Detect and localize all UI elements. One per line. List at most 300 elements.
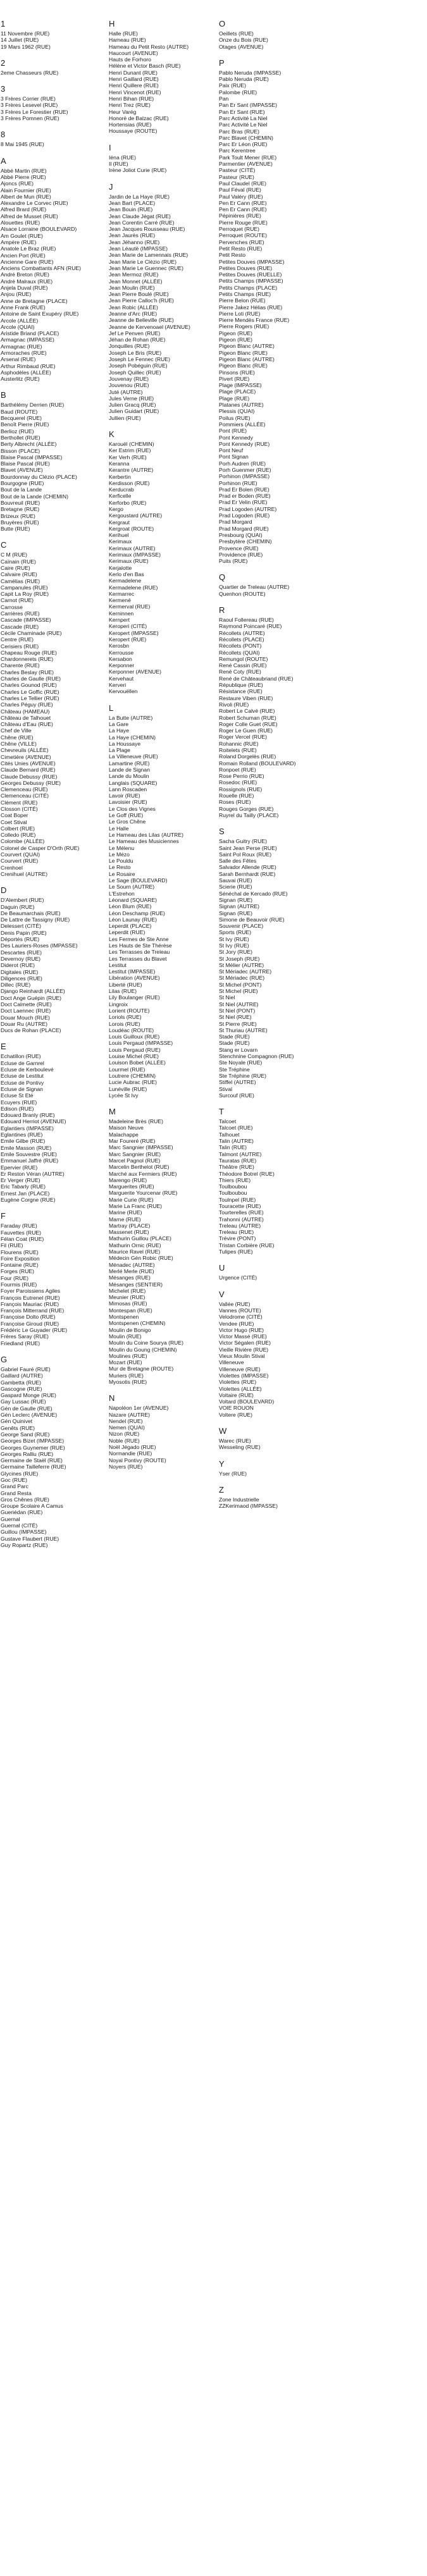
- street-name: Doct Calmette (RUE): [1, 1001, 52, 1008]
- street-name: Ducs de Rohan (PLACE): [1, 1027, 61, 1034]
- street-name: Keroperi (CITÉ): [109, 623, 147, 630]
- letter-heading: G: [1, 1354, 8, 1364]
- letter-heading: 1: [1, 19, 6, 28]
- street-name: Caïnain (RUE): [1, 558, 36, 565]
- street-name: Pierre Loti (RUE): [219, 310, 261, 317]
- street-name: Jonquilles (RUE): [109, 343, 150, 350]
- street-name: Crenhoel: [1, 864, 23, 871]
- street-name: 14 Juillet (RUE): [1, 37, 39, 44]
- street-name: Napoléon 1er (AVENUE): [109, 1405, 169, 1412]
- street-name: Jouvenou (RUE): [109, 382, 149, 389]
- street-name: Hortensias (RUE): [109, 121, 152, 128]
- street-name: Edouard Branly (RUE): [1, 1112, 55, 1119]
- street-name: 8 Mai 1945 (RUE): [1, 141, 44, 148]
- street-name: Quartier de Treleau (AUTRE): [219, 584, 290, 591]
- street-name: Delessert (CITÉ): [1, 923, 41, 930]
- street-name: Joseph Le Fennec (RUE): [109, 356, 170, 363]
- street-name: Carrières (RUE): [1, 610, 40, 617]
- street-name: Roger Vercel (RUE): [219, 734, 267, 741]
- street-name: Pierre Belon (RUE): [219, 297, 266, 304]
- street-name: Kerdisson (RUE): [109, 479, 150, 486]
- street-name: Kermadelene (RUE): [109, 584, 158, 591]
- street-name: Gaspard Monge (RUE): [1, 1392, 56, 1399]
- street-name: Georges Debussy (RUE): [1, 779, 61, 786]
- street-name: Jean Marie de Lamennais (RUE): [109, 252, 189, 259]
- street-name: Anatole Le Braz (RUE): [1, 245, 56, 252]
- street-name: St Mélier (AUTRE): [219, 961, 264, 968]
- street-name: Marcel Pagnol (RUE): [109, 1157, 161, 1164]
- street-name: Jéhan de Rohan (RUE): [109, 336, 166, 343]
- street-name: Emile Masson (RUE): [1, 1144, 52, 1151]
- street-name: Gueriédan (RUE): [1, 1509, 43, 1516]
- street-name: Anciens Combattants AFN (RUE): [1, 265, 82, 272]
- street-name: Lorois (RUE): [109, 1020, 140, 1027]
- street-name: 19 Mars 1962 (RUE): [1, 43, 51, 50]
- street-name: Foyer Paroissiens Agiles: [1, 1288, 61, 1295]
- street-name: Colonel de Casper D'Orth (RUE): [1, 844, 80, 851]
- street-name: Parc Bras (RUE): [219, 128, 259, 135]
- street-name: Le Hameau des Lilas (AUTRE): [109, 831, 183, 838]
- street-name: Le Resto: [109, 864, 131, 871]
- street-name: Rohannic (RUE): [219, 740, 259, 747]
- street-name: Voltere (RUE): [219, 1411, 253, 1418]
- street-name: Kerimaux (RUE): [109, 558, 149, 565]
- letter-heading: S: [219, 827, 225, 837]
- letter-section: [219, 1107, 352, 1255]
- street-name: Kerimaux: [109, 538, 132, 545]
- street-name: Léonard (SQUARE): [109, 896, 157, 903]
- street-name: Urgence (CITÉ): [219, 1274, 257, 1281]
- street-name: Charles Le Tellier (RUE): [1, 694, 59, 701]
- street-name: Lucie Aubrac (RUE): [109, 1079, 157, 1086]
- street-name: Kerlo d'en Bas: [109, 570, 144, 577]
- letter-heading: 3: [1, 84, 6, 94]
- street-name: Il (RUE): [109, 161, 128, 168]
- street-name: Loudéac (ROUTE): [109, 1026, 154, 1033]
- street-name: Sports (RUE): [219, 929, 252, 936]
- street-name: Kerforbo (RUE): [109, 499, 147, 506]
- street-name: Talmont (AUTRE): [219, 1150, 262, 1157]
- street-name: Stade (RUE): [219, 1033, 250, 1040]
- street-name: Kervouëllen: [109, 688, 138, 695]
- street-name: Claude Bernard (RUE): [1, 767, 56, 773]
- street-name: St Thuriau (AUTRE): [219, 1026, 268, 1033]
- street-name: Talhouet: [219, 1131, 240, 1138]
- street-name: Gén Quinivet: [1, 1418, 33, 1425]
- letter-section: [219, 58, 352, 565]
- street-name: Voltaire (RUE): [219, 1391, 254, 1398]
- street-name: Villeneuve: [219, 1359, 244, 1366]
- street-name: Oeillets (RUE): [219, 30, 254, 37]
- street-name: Moulin de Bonigo: [109, 1326, 151, 1333]
- street-name: St Ivy (RUE): [219, 942, 249, 949]
- street-name: 3 Frères Pomnen (RUE): [1, 115, 59, 122]
- street-name: Touracette (RUE): [219, 1202, 261, 1209]
- street-name: Charles Gounod (RUE): [1, 682, 57, 689]
- street-name: Otages (AVENUE): [219, 43, 264, 50]
- street-name: Pervenches (RUE): [219, 238, 264, 245]
- street-name: Chef de Ville: [1, 727, 32, 734]
- street-name: Mathurin Ornic (RUE): [109, 1242, 161, 1248]
- street-name: Gén Leclerc (AVENUE): [1, 1412, 58, 1419]
- street-name: Prad Logoden (AUTRE): [219, 505, 277, 512]
- street-name: Capit La Roy (RUE): [1, 591, 49, 598]
- street-name: Pigeon Blanc (RUE): [219, 362, 268, 369]
- street-name: Simone de Beauvoir (RUE): [219, 916, 285, 923]
- street-name: Pont (RUE): [219, 428, 247, 434]
- street-name: Le Sage (BOULEVARD): [109, 877, 168, 884]
- street-name: 3 Frères Lesevel (RUE): [1, 102, 58, 109]
- street-name: La Gare: [109, 720, 129, 727]
- street-name: André Breton (RUE): [1, 271, 49, 278]
- street-name: Perroquet (RUE): [219, 226, 259, 233]
- street-name: Chapeau Rouge (RUE): [1, 649, 57, 656]
- street-name: Blaise Pascal (RUE): [1, 460, 50, 467]
- street-name: Petites Douves (RUE): [219, 264, 273, 271]
- street-name: Pablo Neruda (IMPASSE): [219, 69, 282, 76]
- street-name: Barthélémy Derrien (RUE): [1, 402, 65, 409]
- street-name: St Michel (PONT): [219, 981, 262, 988]
- street-name: Lily Boulanger (RUE): [109, 994, 160, 1001]
- street-name: Pont Signan: [219, 453, 249, 460]
- street-name: Violettes (IMPASSE): [219, 1372, 269, 1379]
- street-name: Plage (PLACE): [219, 388, 256, 395]
- street-name: Sarah Bernhardt (RUE): [219, 870, 276, 877]
- street-name: St Niel (RUE): [219, 1014, 252, 1021]
- street-name: Marine (RUE): [109, 1209, 142, 1216]
- street-name: Charles Le Goffic (RUE): [1, 688, 59, 695]
- street-name: Le Halle: [109, 825, 129, 832]
- street-name: Kergoustard (AUTRE): [109, 512, 163, 519]
- street-name: Langlais (SQUARE): [109, 779, 158, 786]
- street-name: Alfred Brard (RUE): [1, 206, 47, 213]
- street-name: Gaillard (AUTRE): [1, 1372, 43, 1379]
- street-name: Victor Hugo (RUE): [219, 1326, 264, 1333]
- street-name: Médecin Gén Robic (RUE): [109, 1255, 173, 1262]
- street-name: Gabriel Fauré (RUE): [1, 1365, 51, 1372]
- street-name: Benoît Pierre (RUE): [1, 421, 49, 428]
- street-name: Fontaine (RUE): [1, 1262, 39, 1269]
- street-name: Fauvettes (RUE): [1, 1229, 41, 1236]
- street-name: Pivert (RUE): [219, 375, 250, 382]
- street-name: Austerlitz (RUE): [1, 376, 40, 383]
- street-name: Château de Talhouet: [1, 714, 51, 721]
- letter-heading: N: [109, 1393, 115, 1403]
- street-name: Prad Er Velin (RUE): [219, 499, 268, 506]
- street-name: Lilas (RUE): [109, 988, 137, 995]
- street-name: Thiers (RUE): [219, 1176, 251, 1183]
- street-name: Talin (AUTRE): [219, 1138, 254, 1145]
- street-name: Presbourg (QUAI): [219, 531, 263, 538]
- street-name: Edison (RUE): [1, 1105, 34, 1112]
- street-name: 2eme Chasseurs (RUE): [1, 69, 59, 76]
- street-name: Alexandre Le Corvec (RUE): [1, 200, 68, 207]
- street-name: L'Estrehon: [109, 890, 135, 897]
- street-name: Talin (RUE): [219, 1144, 247, 1151]
- street-name: Parc Activité Le Niel: [219, 121, 268, 128]
- street-name: Des Lauriers-Roses (IMPASSE): [1, 942, 78, 949]
- street-name: Lann Roscaden: [109, 786, 147, 792]
- street-name: Kerantre (AUTRE): [109, 467, 154, 474]
- street-name: Vallée (RUE): [219, 1300, 251, 1307]
- street-name: Surcouf (RUE): [219, 1092, 254, 1099]
- street-name: Ancienne Gare (RUE): [1, 258, 54, 265]
- street-name: Parc Kerentree: [219, 147, 256, 154]
- street-name: Pen Er Cann (RUE): [219, 206, 267, 213]
- street-name: Salvador Allende (RUE): [219, 864, 276, 871]
- street-name: Les Terrasses du Blavet: [109, 955, 167, 962]
- street-name: Providence (RUE): [219, 551, 263, 558]
- street-name: Er Reston Véran (AUTRE): [1, 1170, 65, 1177]
- street-name: René Cassin (RUE): [219, 662, 267, 669]
- street-name: Récollets (PLACE): [219, 636, 264, 643]
- street-name: Récollets (QUAI): [219, 649, 260, 656]
- street-name: Bretagne (RUE): [1, 506, 40, 513]
- street-name: Ancien Port (RUE): [1, 252, 46, 259]
- street-name: Courvert (QUAI): [1, 851, 40, 858]
- street-name: Vendee (RUE): [219, 1320, 254, 1327]
- street-name: Lourmel (RUE): [109, 1066, 145, 1073]
- street-name: Meunier (RUE): [109, 1294, 145, 1301]
- letter-heading: Z: [219, 1484, 224, 1494]
- street-name: Hauts de Forhoro: [109, 56, 151, 63]
- street-name: Saint Jean Perse (RUE): [219, 844, 277, 851]
- street-name: Doct Ange Guépin (RUE): [1, 994, 62, 1001]
- street-name: Doct Laennec (RUE): [1, 1008, 51, 1014]
- street-name: Anjela Duval (RUE): [1, 285, 48, 292]
- street-name: Ronpoet (RUE): [219, 766, 256, 773]
- street-name: Jean Pierre Boulé (RUE): [109, 291, 169, 298]
- street-name: Pen Er Cann (RUE): [219, 199, 267, 206]
- street-name: La Haye (CHEMIN): [109, 734, 156, 741]
- street-name: Le Goff (RUE): [109, 812, 144, 819]
- street-name: Ste Tréphine: [219, 1066, 250, 1073]
- street-name: Ernest Jan (PLACE): [1, 1190, 50, 1197]
- street-name: Marie La Franc (RUE): [109, 1202, 163, 1209]
- street-name: Le Mélenu: [109, 844, 135, 851]
- street-name: Flourens (RUE): [1, 1248, 39, 1255]
- street-name: Ker Estrim (RUE): [109, 447, 151, 454]
- street-name: Stiffel (AUTRE): [219, 1079, 256, 1086]
- street-name: Les Terrasses de Treleau: [109, 949, 170, 956]
- street-name: Alsace Lorraine (BOULEVARD): [1, 226, 77, 233]
- street-name: Treleau (AUTRE): [219, 1222, 261, 1229]
- street-name: Guernal: [1, 1515, 20, 1522]
- street-name: Lande du Moulin: [109, 773, 149, 780]
- street-name: Emmanuel Jaffré (RUE): [1, 1157, 59, 1164]
- street-name: Aristide Briand (PLACE): [1, 330, 59, 337]
- street-name: Récollets (AUTRE): [219, 629, 265, 636]
- street-name: Henri Quillere (RUE): [109, 82, 159, 89]
- street-name: Vieille Rivière (RUE): [219, 1346, 269, 1353]
- street-name: Ruyrel du Tailly (PLACE): [219, 811, 279, 818]
- street-name: Moulines (RUE): [109, 1352, 147, 1359]
- street-name: Toulnpel (RUE): [219, 1196, 256, 1203]
- letter-section: [219, 605, 352, 818]
- street-name: Roger Colle Guet (RUE): [219, 720, 278, 727]
- street-name: Edouard Herriot (AVENUE): [1, 1118, 66, 1125]
- street-name: St Niel: [219, 994, 235, 1001]
- street-name: Prad Morgard (RUE): [219, 525, 269, 532]
- street-name: Lingroix: [109, 1001, 128, 1008]
- street-name: Kerrousse: [109, 649, 134, 656]
- street-name: Lande de Signan: [109, 766, 150, 773]
- street-name: Kernpert: [109, 617, 130, 624]
- street-name: Rouges Gorges (RUE): [219, 805, 274, 812]
- street-name: Plessis (QUAI): [219, 408, 255, 415]
- street-name: Douar Ru (AUTRE): [1, 1020, 48, 1027]
- street-name: François Eutrenel (RUE): [1, 1294, 60, 1301]
- street-name: Blavet (AVENUE): [1, 467, 43, 474]
- letter-heading: B: [1, 390, 6, 400]
- street-name: Provence (RUE): [219, 545, 259, 552]
- street-name: Colledo (RUE): [1, 832, 36, 839]
- street-name: Anne Frank (RUE): [1, 304, 46, 311]
- street-name: Cécile Chaminade (RUE): [1, 629, 62, 636]
- letter-heading: W: [219, 1426, 227, 1436]
- street-name: Marc Sangnier (RUE): [109, 1150, 161, 1157]
- street-name: Jean Jacques Rousseau (RUE): [109, 226, 185, 233]
- street-name: Denis Papin (RUE): [1, 929, 47, 936]
- street-name: Hélène et Victor Basch (RUE): [109, 63, 181, 70]
- street-name: Pigeon Blanc (RUE): [219, 349, 268, 356]
- street-name: Gros Chênes (RUE): [1, 1496, 49, 1503]
- street-name: Montespan (RUE): [109, 1307, 152, 1314]
- street-name: Petites Douves (IMPASSE): [219, 258, 285, 265]
- letter-heading: O: [219, 19, 226, 28]
- street-name: Saint Pol Roux (RUE): [219, 851, 272, 858]
- street-name: Martray (PLACE): [109, 1222, 151, 1229]
- letter-heading: 2: [1, 58, 6, 68]
- street-name: Clemenceau (CITÉ): [1, 792, 49, 799]
- letter-heading: R: [219, 605, 225, 615]
- street-name: Diligences (RUE): [1, 975, 42, 982]
- street-name: La Haye: [109, 727, 130, 734]
- street-name: Nizon (RUE): [109, 1431, 140, 1438]
- street-name: Pierre Mendès France (RUE): [219, 317, 290, 324]
- street-name: Guillou (IMPASSE): [1, 1529, 47, 1536]
- street-name: St Michel (RUE): [219, 988, 258, 995]
- street-name: Georges Guynemer (RUE): [1, 1444, 65, 1451]
- street-name: Marie Curie (RUE): [109, 1196, 154, 1203]
- street-name: Chevreuils (ALLÉE): [1, 747, 49, 754]
- street-name: C M (RUE): [1, 552, 28, 558]
- street-name: Becquerel (RUE): [1, 415, 42, 422]
- street-name: Porhinon (RUE): [219, 479, 257, 486]
- street-name: Roger Le Guen (RUE): [219, 727, 273, 734]
- street-name: Juté (AUTRE): [109, 388, 143, 395]
- street-name: Four (RUE): [1, 1274, 28, 1281]
- street-name: Marengo (RUE): [109, 1176, 147, 1183]
- street-name: 11 Novembre (RUE): [1, 30, 50, 37]
- street-name: Ecluse St Eté: [1, 1092, 34, 1099]
- street-name: Le Hameau des Musiciennes: [109, 838, 179, 845]
- street-name: Michelet (RUE): [109, 1287, 146, 1294]
- street-name: Ecluse de Pontivy: [1, 1079, 44, 1086]
- street-name: Rivoli (RUE): [219, 701, 249, 708]
- street-name: Groupe Scolaire A Camus: [1, 1503, 63, 1510]
- street-name: Iéna (RUE): [109, 154, 136, 161]
- street-name: Keropert (RUE): [109, 636, 147, 643]
- street-name: Prad Morgard: [219, 519, 252, 526]
- letter-section: [219, 1290, 352, 1418]
- street-name: Récollets (PONT): [219, 643, 262, 650]
- street-name: Ecluse de Kerboulevé: [1, 1066, 54, 1073]
- letter-heading: K: [109, 429, 114, 440]
- street-name: Gén de Gaulle (RUE): [1, 1405, 53, 1412]
- street-name: Jean Bart (PLACE): [109, 199, 156, 206]
- street-name: Pépinières (RUE): [219, 213, 261, 219]
- street-name: Berthollet (RUE): [1, 434, 40, 441]
- street-name: Pigeon (RUE): [219, 330, 253, 336]
- street-name: Plage (IMPASSE): [219, 382, 262, 389]
- street-name: Porh Guenmer (RUE): [219, 467, 271, 473]
- street-name: Chêne (RUE): [1, 734, 34, 741]
- street-name: Kerjalotte: [109, 564, 132, 571]
- street-name: Arcole (QUAI): [1, 323, 35, 330]
- street-name: St Jory (RUE): [219, 949, 252, 956]
- street-name: Rouelle (RUE): [219, 792, 254, 799]
- letter-heading: Y: [219, 1458, 225, 1469]
- street-name: François Mauriac (RUE): [1, 1300, 59, 1307]
- street-name: Pan Er Sant (RUE): [219, 108, 265, 115]
- street-name: Violettes (RUE): [219, 1379, 257, 1386]
- street-name: ZZKerimaod (IMPASSE): [219, 1503, 278, 1510]
- street-name: Arcole (ALLÉE): [1, 317, 39, 324]
- letter-heading: J: [109, 182, 113, 192]
- street-name: Joseph Le Bris (RUE): [109, 349, 162, 356]
- street-name: Keranna: [109, 460, 130, 467]
- street-name: Wesseling (RUE): [219, 1444, 261, 1451]
- street-name: Louise Michel (RUE): [109, 1053, 159, 1060]
- street-name: Honoré de Balzac (RUE): [109, 114, 169, 121]
- street-name: Germaine Tailleferre (RUE): [1, 1464, 66, 1470]
- street-name: Gustave Flaubert (RUE): [1, 1535, 59, 1542]
- street-name: VOIE ROUON: [219, 1405, 254, 1412]
- street-name: Merlé Merle (RUE): [109, 1267, 154, 1274]
- street-name: Velodrome (CITÉ): [219, 1314, 263, 1321]
- street-name: Jouvenay (RUE): [109, 375, 149, 382]
- street-name: Le Gros Chêne: [109, 818, 146, 825]
- street-name: Toulboubou: [219, 1183, 247, 1190]
- street-name: St Niel (AUTRE): [219, 1001, 259, 1008]
- street-name: Kerimaux (AUTRE): [109, 545, 156, 552]
- letter-heading: I: [109, 142, 111, 152]
- street-name: Montspenen: [109, 1314, 139, 1321]
- street-name: Cerisiers (RUE): [1, 643, 39, 650]
- street-name: Raymond Poincaré (RUE): [219, 623, 282, 630]
- street-name: Jean Bouin (RUE): [109, 206, 153, 213]
- street-name: Maurice Ravel (RUE): [109, 1248, 161, 1255]
- street-name: Jean Corentin Carré (RUE): [109, 219, 175, 226]
- street-name: Hameau du Petit Resto (AUTRE): [109, 43, 189, 50]
- street-name: Roses (RUE): [219, 799, 251, 806]
- street-name: Petites Douves (RUELLE): [219, 271, 282, 278]
- street-name: Pigeon (RUE): [219, 336, 253, 343]
- street-name: Antoine de Saint Exupéry (RUE): [1, 311, 79, 317]
- street-name: Fil (RUE): [1, 1242, 23, 1249]
- street-name: Henri Vincenot (RUE): [109, 89, 161, 96]
- street-name: Normandie (RUE): [109, 1450, 152, 1457]
- street-name: Courvert (RUE): [1, 858, 39, 865]
- street-name: Jean Jéhanno (RUE): [109, 238, 160, 245]
- street-name: Pommiers (ALLÉE): [219, 421, 266, 428]
- street-name: Talcoet: [219, 1118, 237, 1125]
- street-name: Louis Pergaud (IMPASSE): [109, 1040, 173, 1047]
- street-name: Pont Neuf: [219, 447, 244, 454]
- street-name: Eglantiers (IMPASSE): [1, 1125, 54, 1131]
- street-name: Le Sourn (AUTRE): [109, 884, 155, 891]
